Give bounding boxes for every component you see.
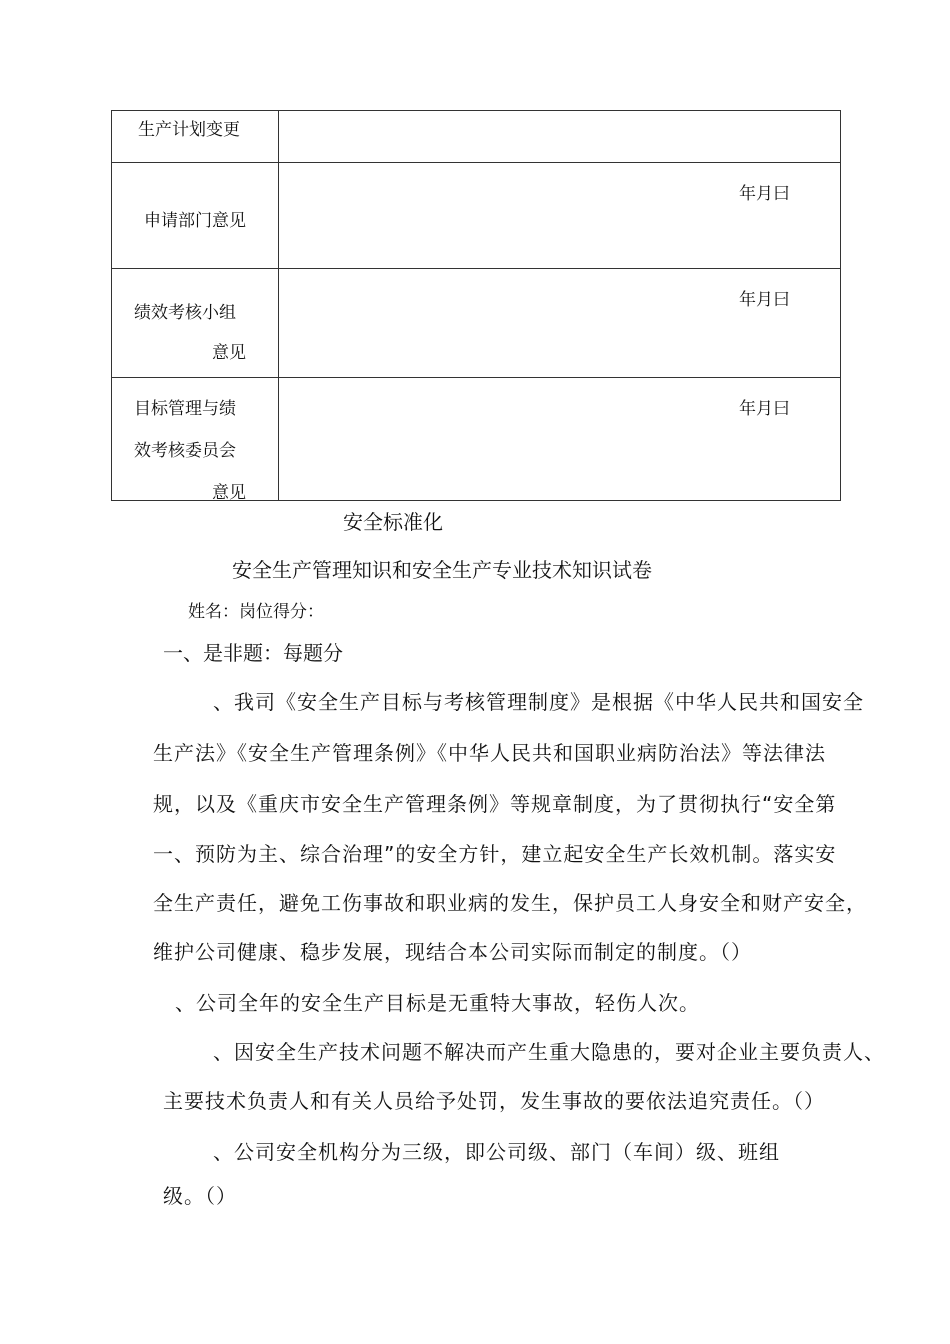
date-placeholder: 年月曰 xyxy=(739,184,790,204)
section-heading: 一、是非题：每题分 xyxy=(163,641,343,665)
form-label-line: 意见 xyxy=(212,483,246,503)
doc-title-secondary: 安全生产管理知识和安全生产专业技术知识试卷 xyxy=(232,558,652,582)
question-3-line: 主要技术负责人和有关人员给予处罚，发生事故的要依法追究责任。（） xyxy=(163,1089,825,1113)
question-1-line: 规，以及《重庆市安全生产管理条例》等规章制度，为了贯彻执行“安全第 xyxy=(153,792,837,816)
form-label-cell xyxy=(112,378,279,501)
question-3-line: 、因安全生产技术问题不解决而产生重大隐患的，要对企业主要负责人、 xyxy=(213,1040,885,1064)
doc-title-primary: 安全标准化 xyxy=(343,510,443,534)
question-1-line: 维护公司健康、稳步发展，现结合本公司实际而制定的制度。（） xyxy=(153,940,752,964)
date-placeholder: 年月曰 xyxy=(739,290,790,310)
form-label-line: 效考核委员会 xyxy=(134,441,236,461)
form-value-cell[interactable] xyxy=(279,163,841,269)
question-2: 、公司全年的安全生产目标是无重特大事故，轻伤人次。 xyxy=(175,991,700,1015)
form-label-line: 目标管理与绩 xyxy=(134,399,236,419)
form-label-cell xyxy=(112,163,279,269)
date-placeholder: 年月曰 xyxy=(739,399,790,419)
form-row-team-opinion xyxy=(112,269,841,378)
form-label-cell xyxy=(112,269,279,378)
form-label-line: 绩效考核小组 xyxy=(134,303,236,323)
approval-form-table xyxy=(111,110,841,501)
form-row-plan-change xyxy=(112,111,841,163)
form-value-cell[interactable] xyxy=(279,269,841,378)
exam-info-line: 姓名：岗位得分： xyxy=(188,602,324,622)
question-1-line: 全生产责任，避免工伤事故和职业病的发生，保护员工人身安全和财产安全， xyxy=(153,891,867,915)
question-4-line: 级。（） xyxy=(163,1184,237,1208)
form-label-cell xyxy=(112,111,279,163)
question-1-line: 一、预防为主、综合治理”的安全方针，建立起安全生产长效机制。落实安 xyxy=(153,842,837,866)
form-label: 申请部门意见 xyxy=(144,211,246,231)
form-value-cell[interactable] xyxy=(279,111,841,163)
form-row-dept-opinion xyxy=(112,163,841,269)
question-4-line: 、公司安全机构分为三级，即公司级、部门（车间）级、班组 xyxy=(213,1140,780,1164)
question-1-line: 、我司《安全生产目标与考核管理制度》是根据《中华人民共和国安全 xyxy=(213,690,864,714)
form-label: 生产计划变更 xyxy=(138,120,240,140)
form-row-committee-opinion xyxy=(112,378,841,501)
form-label-line: 意见 xyxy=(212,343,246,363)
form-value-cell[interactable] xyxy=(279,378,841,501)
question-1-line: 生产法》《安全生产管理条例》《中华人民共和国职业病防治法》等法律法 xyxy=(153,741,826,765)
